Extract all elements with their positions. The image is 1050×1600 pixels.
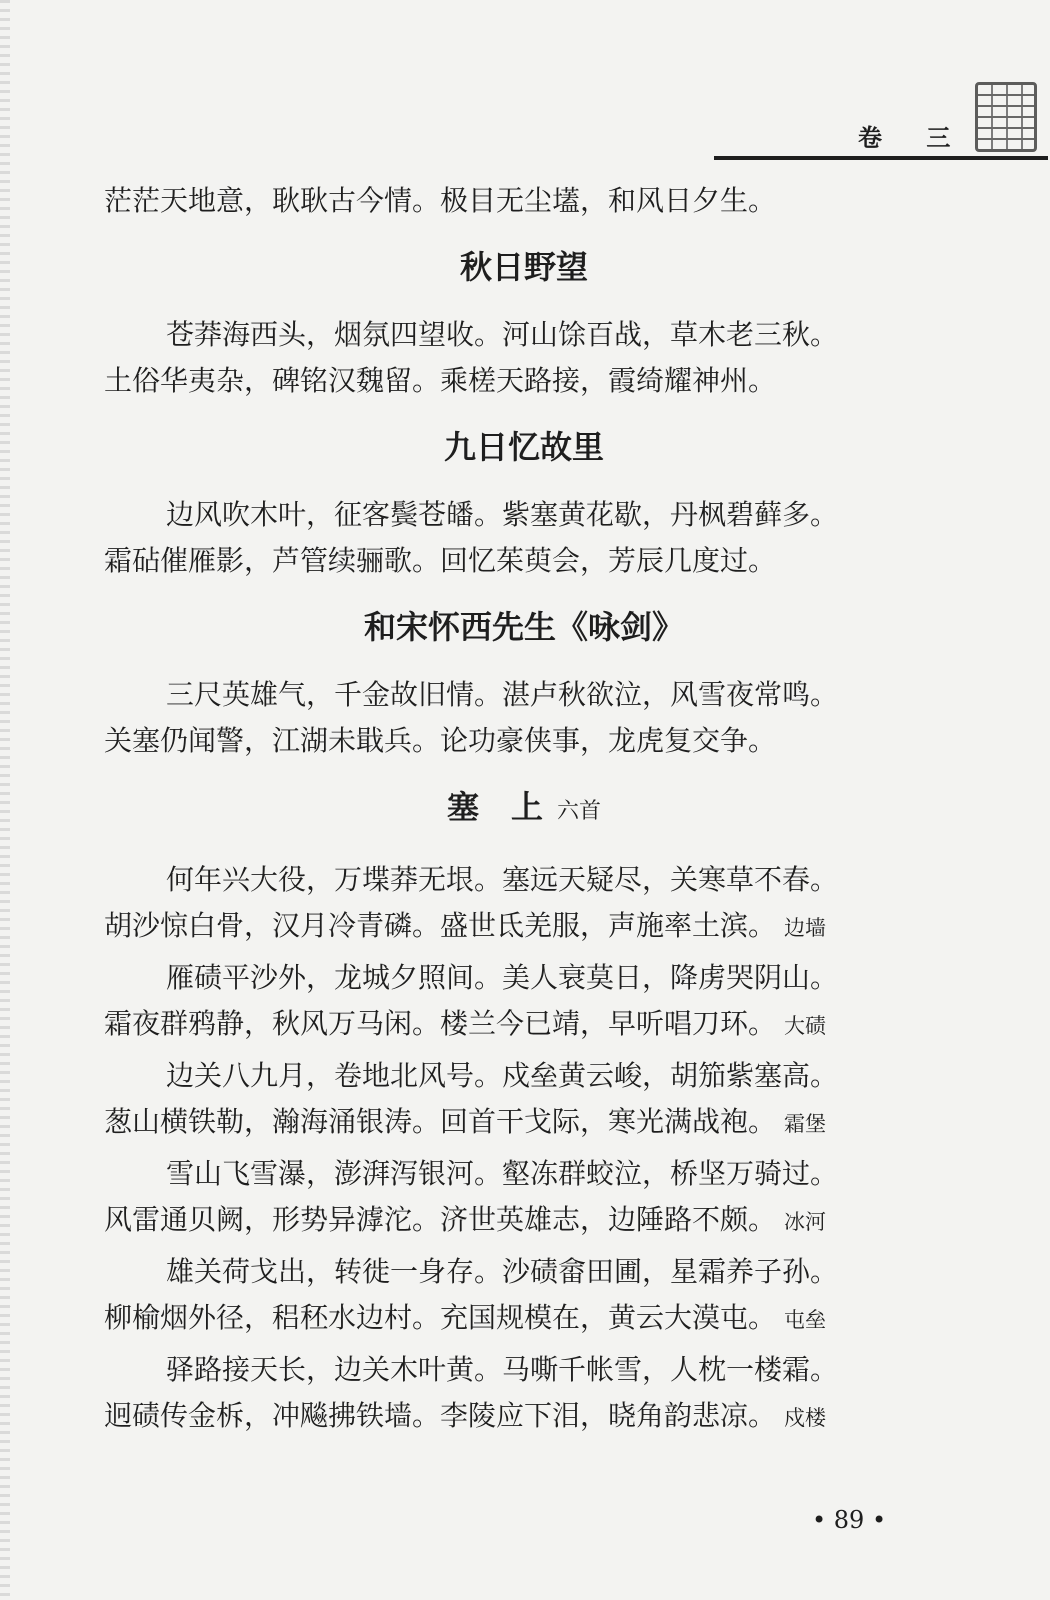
poem-continuation: [104, 178, 944, 224]
poem-line-text: 风雷通贝阙，形势异滹沱。济世英雄志，边陲路不颇。: [104, 1203, 777, 1236]
poem-line-text: 柳榆烟外径，稆秠水边村。充国规模在，黄云大漠屯。: [104, 1301, 777, 1334]
poem-line: 霜砧催雁影，芦管续骊歌。回忆茱萸会，芳辰几度过。: [104, 544, 777, 577]
poem-line: [104, 1393, 944, 1439]
poem-line: [104, 1099, 944, 1145]
poem: [104, 1249, 944, 1341]
poem-subtitle: 戍楼: [784, 1406, 827, 1430]
poem-line: 边关八九月，卷地北风号。戍垒黄云峻，胡笳紫塞高。: [166, 1059, 839, 1092]
page-body: [104, 178, 944, 1439]
poem-subtitle: 大碛: [784, 1014, 827, 1038]
poem-title: 秋日野望: [459, 248, 588, 286]
poem-line: [104, 903, 944, 949]
poem-body: [104, 672, 944, 764]
poem: [104, 1151, 944, 1243]
poem-line: 土俗华夷杂，碑铭汉魏留。乘槎天路接，霞绮耀神州。: [104, 364, 777, 397]
poem-line: 雪山飞雪瀑，澎湃泻银河。壑冻群蛟泣，桥坚万骑过。: [166, 1157, 839, 1190]
seal-stamp-icon: [975, 82, 1037, 152]
poem-line: 苍莽海西头，烟氛四望收。河山馀百战，草木老三秋。: [166, 318, 839, 351]
poem-line: [104, 1295, 944, 1341]
poem: [104, 955, 944, 1047]
poem-line: 关塞仍闻警，江湖未戢兵。论功豪侠事，龙虎复交争。: [104, 724, 777, 757]
poem-line-text: 迥碛传金柝，冲飚拂铁墙。李陵应下泪，晓角韵悲凉。: [104, 1399, 777, 1432]
poem-body: [104, 492, 944, 584]
header-rule: [714, 156, 1048, 160]
poem-line: 茫茫天地意，耿耿古今情。极目无尘壒，和风日夕生。: [104, 184, 777, 217]
poem-line: 三尺英雄气，千金故旧情。湛卢秋欲泣，风雪夜常鸣。: [166, 678, 839, 711]
poem: [104, 1347, 944, 1439]
poem-subtitle: 边墙: [784, 916, 827, 940]
poem-body: [104, 312, 944, 404]
poem-line-text: 霜夜群鸦静，秋风万马闲。楼兰今已靖，早听唱刀环。: [104, 1007, 777, 1040]
series-title-text: 塞 上: [446, 788, 543, 826]
poem-line: 边风吹木叶，征客鬓苍皤。紫塞黄花歇，丹枫碧藓多。: [166, 498, 839, 531]
poem-series-title: [104, 782, 944, 837]
running-header: 卷 三: [858, 123, 969, 152]
page-binding-edge: [0, 0, 10, 1600]
poem-line-text: 胡沙惊白骨，汉月冷青磷。盛世氐羌服，声施率土滨。: [104, 909, 777, 942]
poem-line: 雄关荷戈出，转徙一身存。沙碛畲田圃，星霜养子孙。: [166, 1255, 839, 1288]
poem: [104, 857, 944, 949]
poem-series: [104, 857, 944, 1439]
poem-line: 何年兴大役，万堞莽无垠。塞远天疑尽，关寒草不春。: [166, 863, 839, 896]
poem-line: [104, 1001, 944, 1047]
poem: [104, 1053, 944, 1145]
poem-line: [104, 1197, 944, 1243]
series-count-note: 六首: [557, 799, 602, 824]
poem-line: 驿路接天长，边关木叶黄。马嘶千帐雪，人枕一楼霜。: [166, 1353, 839, 1386]
poem-subtitle: 屯垒: [784, 1308, 827, 1332]
poem-line: 雁碛平沙外，龙城夕照间。美人衰莫日，降虏哭阴山。: [166, 961, 839, 994]
poem-title: 和宋怀西先生《咏剑》: [363, 608, 684, 646]
poem-subtitle: 冰河: [784, 1210, 827, 1234]
page-number: • 89 •: [812, 1506, 887, 1534]
poem-subtitle: 霜堡: [784, 1112, 827, 1136]
poem-title: 九日忆故里: [443, 428, 604, 466]
poem-line-text: 葱山横铁勒，瀚海涌银涛。回首干戈际，寒光满战袍。: [104, 1105, 777, 1138]
